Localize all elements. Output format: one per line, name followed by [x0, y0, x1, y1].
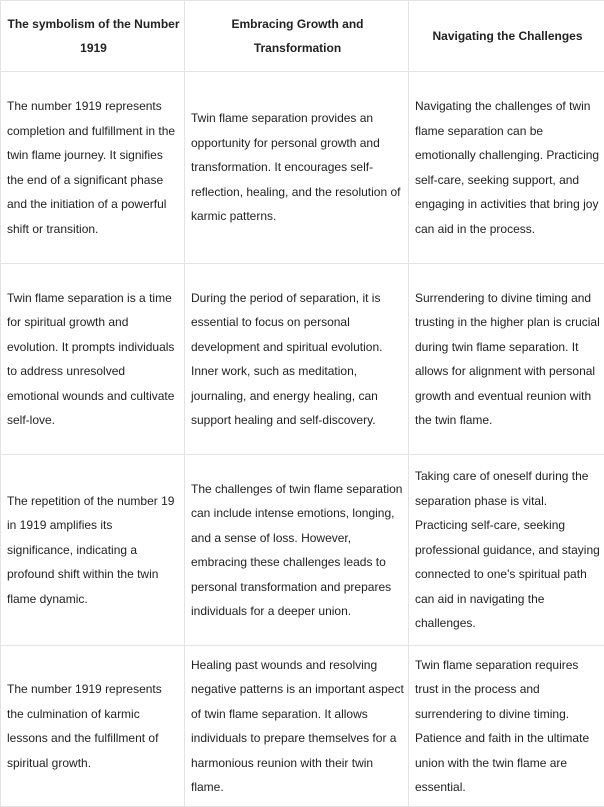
table-cell: Healing past wounds and resolving negative patterns is an important aspect of twin flame separation. It allows individuals to prepare themselves for a harmonious reunion with their twin flame. [185, 646, 409, 807]
table-cell: Surrendering to divine timing and trusting in the higher plan is crucial during twin flame separation. It allows for alignment with personal growth and eventual reunion with the twin flame. [409, 264, 604, 455]
table-cell: The repetition of the number 19 in 1919 amplifies its significance, indicating a profound shift within the twin flame dynamic. [1, 455, 185, 646]
table-cell: During the period of separation, it is essential to focus on personal development and spiritual evolution. Inner work, such as meditation, journaling, and energy healing, can support healing and self-discovery. [185, 264, 409, 455]
table-cell: The number 1919 represents the culmination of karmic lessons and the fulfillment of spiritual growth. [1, 646, 185, 807]
table-cell: Twin flame separation provides an opportunity for personal growth and transformation. It encourages self-reflection, healing, and the resolution of karmic patterns. [185, 72, 409, 264]
column-header-growth: Embracing Growth and Transformation [185, 1, 409, 72]
table-row [1, 455, 604, 646]
table-row [1, 72, 604, 264]
table-header-row [1, 1, 604, 72]
table-cell: Twin flame separation is a time for spiritual growth and evolution. It prompts individuals to address unresolved emotional wounds and cultivate self-love. [1, 264, 185, 455]
table-cell: Twin flame separation requires trust in the process and surrendering to divine timing. Patience and faith in the ultimate union with the twin flame are essential. [409, 646, 604, 807]
table-row [1, 264, 604, 455]
table-cell: The number 1919 represents completion and fulfillment in the twin flame journey. It signifies the end of a significant phase and the initiation of a powerful shift or transition. [1, 72, 185, 264]
table-cell: Navigating the challenges of twin flame separation can be emotionally challenging. Practicing self-care, seeking support, and engaging in activities that bring joy can aid in the process. [409, 72, 604, 264]
column-header-symbolism: The symbolism of the Number 1919 [1, 1, 185, 72]
column-header-challenges: Navigating the Challenges [409, 1, 604, 72]
table-row [1, 646, 604, 807]
table-cell: Taking care of oneself during the separation phase is vital. Practicing self-care, seeking professional guidance, and staying connected to one's spiritual path can aid in navigating the challenges. [409, 455, 604, 646]
table-cell: The challenges of twin flame separation can include intense emotions, longing, and a sense of loss. However, embracing these challenges leads to personal transformation and prepares individuals for a deeper union. [185, 455, 409, 646]
